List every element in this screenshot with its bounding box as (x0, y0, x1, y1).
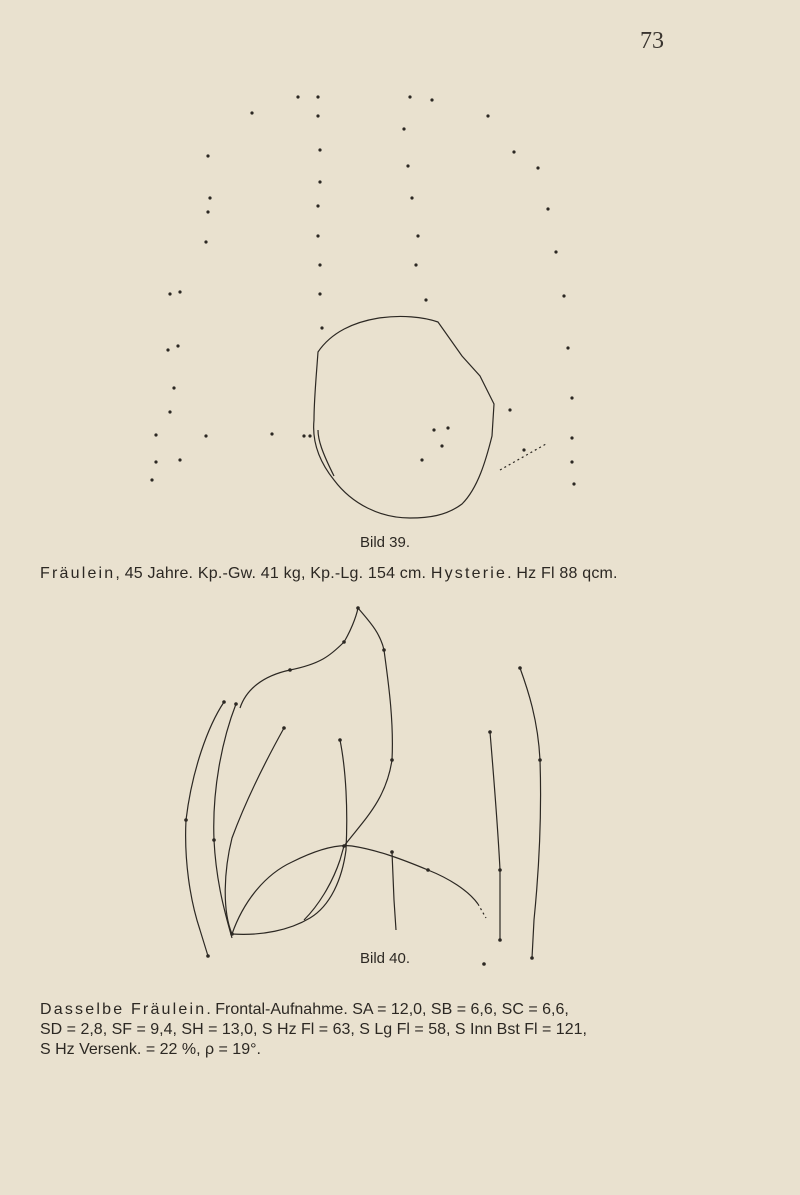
legend-39-measure: . Hz Fl 88 qcm. (507, 565, 618, 582)
figure-40-right-inner (392, 852, 396, 930)
figure-40-points (184, 606, 542, 966)
figure-40-right-outer (520, 668, 541, 958)
page-number: 73 (640, 28, 664, 54)
figure-40-inner-left-diagonal (225, 728, 284, 934)
legend-39-diagnosis: Hysterie (430, 565, 508, 582)
figure-40-left-outer-arc (186, 702, 224, 956)
legend-40-subject: Dasselbe Fräulein (40, 1001, 207, 1018)
figure-40-top-outline (240, 608, 392, 760)
figure-40-right-dash (478, 904, 486, 918)
figure-40-caption: Bild 40. (360, 950, 411, 967)
legend-40-line-3: S Hz Versenk. = 22 %, ρ = 19°. (40, 1041, 261, 1058)
figure-40-heart-right (304, 760, 392, 920)
legend-40-line-1 (40, 1000, 587, 1020)
figure-40-heart-left (232, 740, 347, 934)
figure-40-left-inner-arc (214, 704, 236, 938)
figure-39-caption: Bild 39. (360, 534, 411, 551)
legend-40-line-2: SD = 2,8, SF = 9,4, SH = 13,0, S Hz Fl = 63, S Lg Fl = 58, S Inn Bst Fl = 121, (40, 1021, 587, 1038)
legend-40-line-1-rest: . Frontal-Aufnahme. SA = 12,0, SB = 6,6, SC = 6,6, (206, 1001, 569, 1018)
figure-40-legend (40, 1000, 587, 1060)
legend-39-details: , 45 Jahre. Kp.-Gw. 41 kg, Kp.-Lg. 154 cm. (115, 565, 427, 582)
figure-40-right-middle (490, 732, 500, 940)
figure-40-diaphragm (232, 846, 478, 934)
legend-39-subject: Fräulein (40, 565, 116, 582)
